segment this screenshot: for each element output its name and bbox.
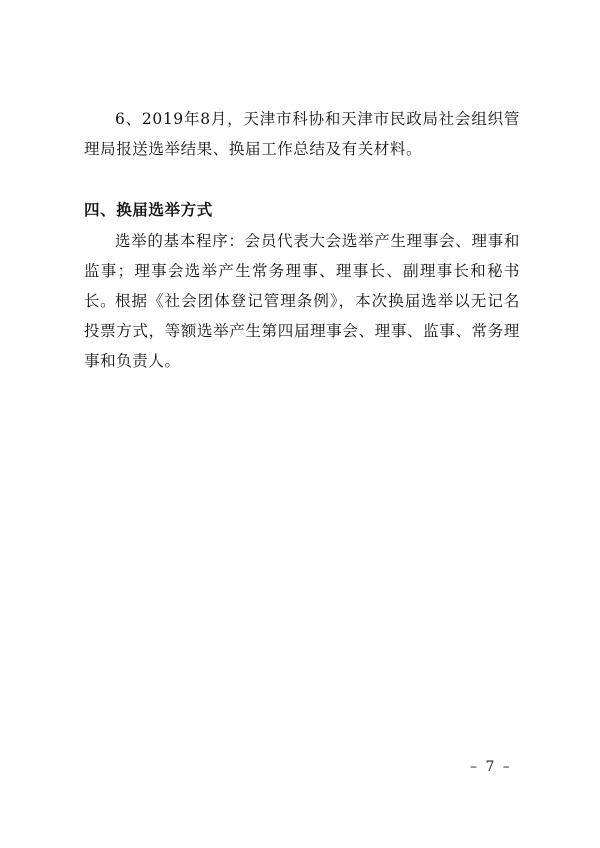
paragraph-election-method: 根据《社会团体登记管理条例》，本次换届选举以无记名投票方式，等额选举产生第四届理事会、理事、监事、常务理事和负责人。 xyxy=(84,292,520,370)
page-number: – 7 – xyxy=(470,759,512,775)
section-heading: 四、换届选举方式 xyxy=(84,201,213,219)
paragraph-item-6: 6、2019年8月，天津市科协和天津市民政局社会组织管理局报送选举结果、换届工作总结及有关材料。 xyxy=(84,110,520,158)
paragraph-election-procedure: 选举的基本程序：会员代表大会选举产生理事会、理事和监事；理事会选举产生常务理事、理事长、副理事长和秘书长。 xyxy=(84,232,520,310)
